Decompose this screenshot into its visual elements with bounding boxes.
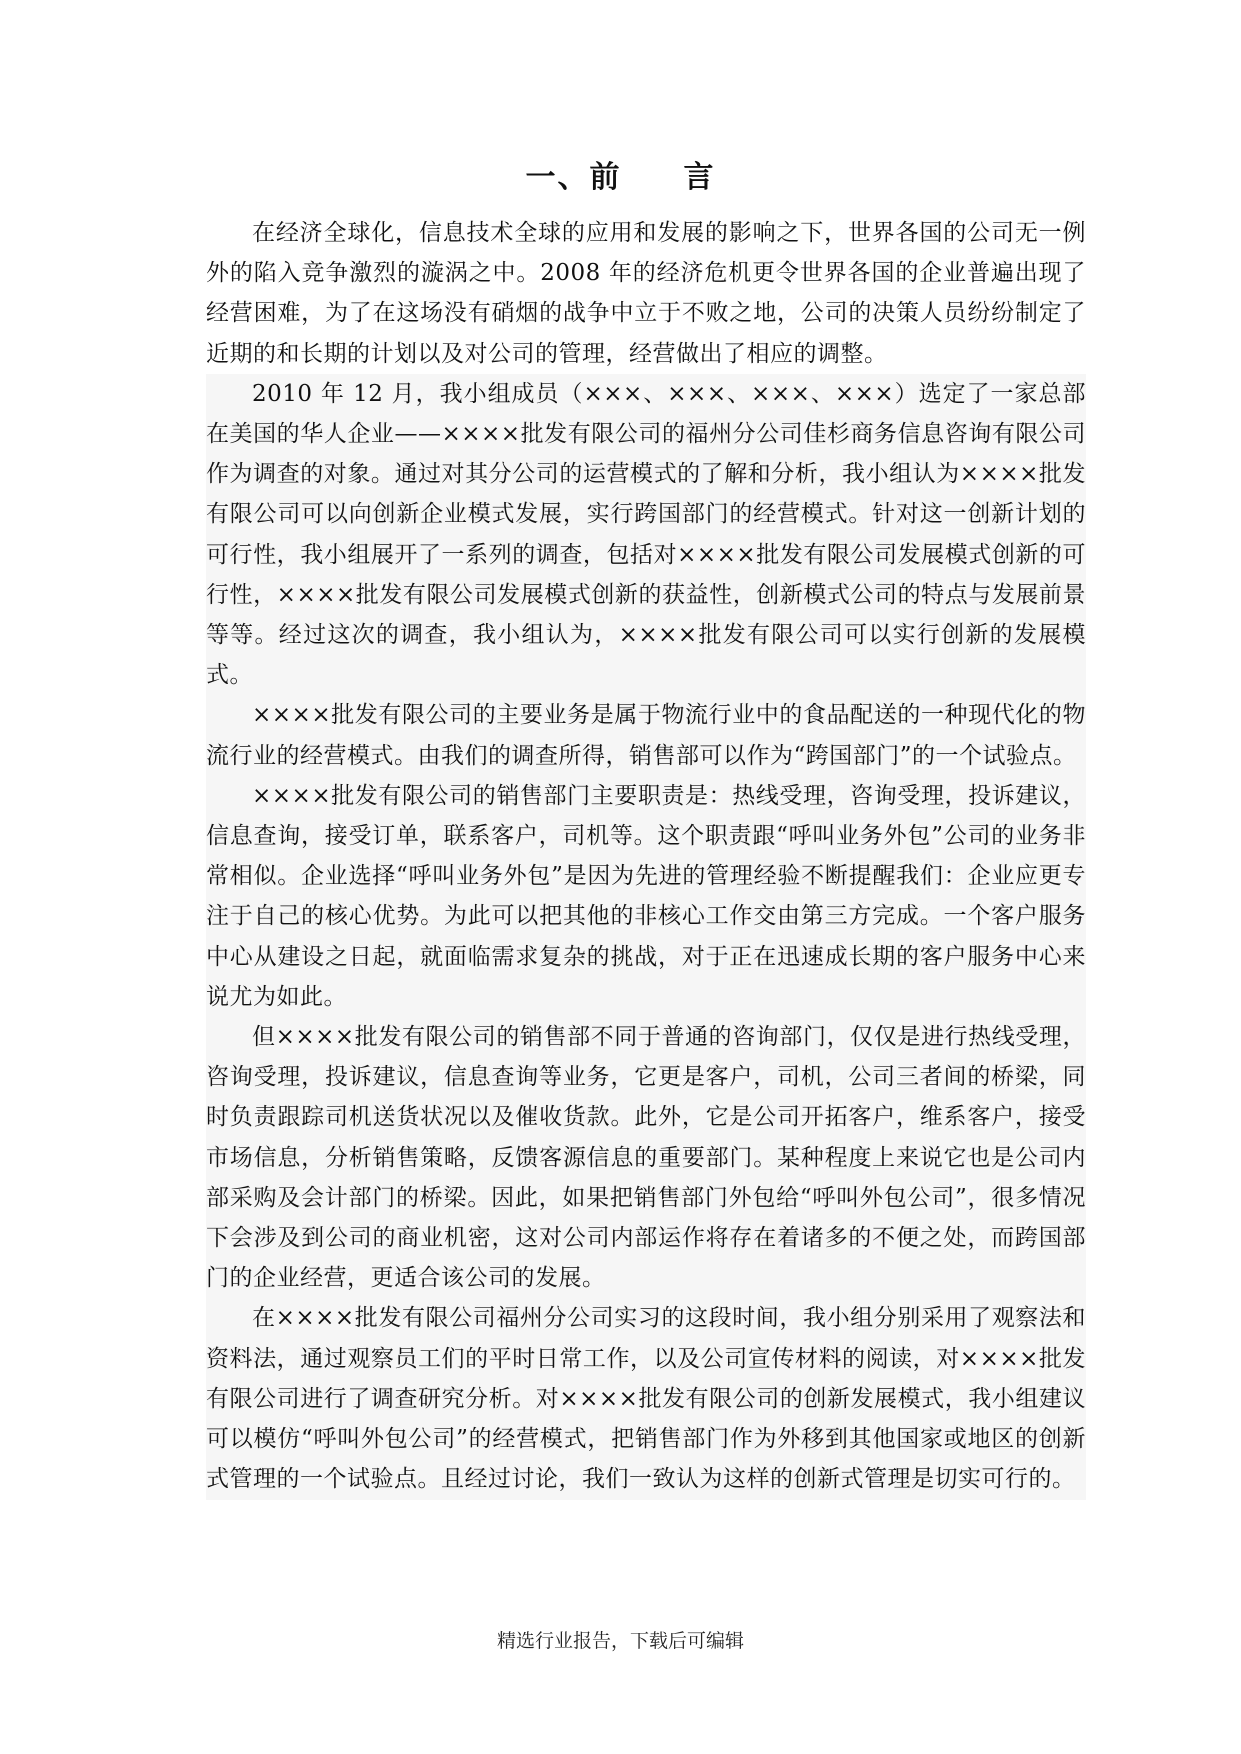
page-title [0, 158, 1241, 198]
paragraph-intro: 在经济全球化，信息技术全球的应用和发展的影响之下，世界各国的公司无一例外的陷入竞争激烈的漩涡之中。2008 年的经济危机更令世界各国的企业普遍出现了经营困难，为了在这场没有硝烟的战争中立于不败之地，公司的决策人员纷纷制定了近期的和长期的计划以及对公司的管理，经营做出了相应的调整。 [206, 220, 1086, 367]
paragraph-sales-difference: 但××××批发有限公司的销售部不同于普通的咨询部门，仅仅是进行热线受理，咨询受理，投诉建议，信息查询等业务，它更是客户，司机，公司三者间的桥梁，同时负责跟踪司机送货状况以及催收货款。此外，它是公司开拓客户，维系客户，接受市场信息，分析销售策略，反馈客源信息的重要部门。某种程度上来说它也是公司内部采购及会计部门的桥梁。因此，如果把销售部门外包给“呼叫外包公司”，很多情况下会涉及到公司的商业机密，这对公司内部运作将存在着诸多的不便之处，而跨国部门的企业经营，更适合该公司的发展。 [206, 1024, 1086, 1292]
paragraph-sales-duties: ××××批发有限公司的销售部门主要职责是：热线受理，咨询受理，投诉建议，信息查询，接受订单，联系客户，司机等。这个职责跟“呼叫业务外包”公司的业务非常相似。企业选择“呼叫业务外包”是因为先进的管理经验不断提醒我们：企业应更专注于自己的核心优势。为此可以把其他的非核心工作交由第三方完成。一个客户服务中心从建设之日起，就面临需求复杂的挑战，对于正在迅速成长期的客户服务中心来说尤为如此。 [206, 782, 1086, 1010]
title-part-2: 言 [683, 160, 716, 195]
body-content [206, 213, 1086, 1500]
paragraph-internship: 在××××批发有限公司福州分公司实习的这段时间，我小组分别采用了观察法和资料法，通过观察员工们的平时日常工作，以及公司宣传材料的阅读，对××××批发有限公司进行了调查研究分析。对××××批发有限公司的创新发展模式，我小组建议可以模仿“呼叫外包公司”的经营模式，把销售部门作为外移到其他国家或地区的创新式管理的一个试验点。且经过讨论，我们一致认为这样的创新式管理是切实可行的。 [206, 1305, 1086, 1493]
title-part-1: 一、前 [525, 160, 622, 195]
page-footer: 精选行业报告，下载后可编辑 [496, 1630, 744, 1652]
paragraph-main-business: ××××批发有限公司的主要业务是属于物流行业中的食品配送的一种现代化的物流行业的经营模式。由我们的调查所得，销售部可以作为“跨国部门”的一个试验点。 [206, 702, 1086, 769]
shaded-section [206, 374, 1086, 1500]
paragraph-selection: 2010 年 12 月，我小组成员（×××、×××、×××、×××）选定了一家总部在美国的华人企业——××××批发有限公司的福州分公司佳杉商务信息咨询有限公司作为调查的对象。通过对其分公司的运营模式的了解和分析，我小组认为××××批发有限公司可以向创新企业模式发展，实行跨国部门的经营模式。针对这一创新计划的可行性，我小组展开了一系列的调查，包括对××××批发有限公司发展模式创新的可行性，××××批发有限公司发展模式创新的获益性，创新模式公司的特点与发展前景等等。经过这次的调查，我小组认为，××××批发有限公司可以实行创新的发展模式。 [206, 380, 1086, 689]
